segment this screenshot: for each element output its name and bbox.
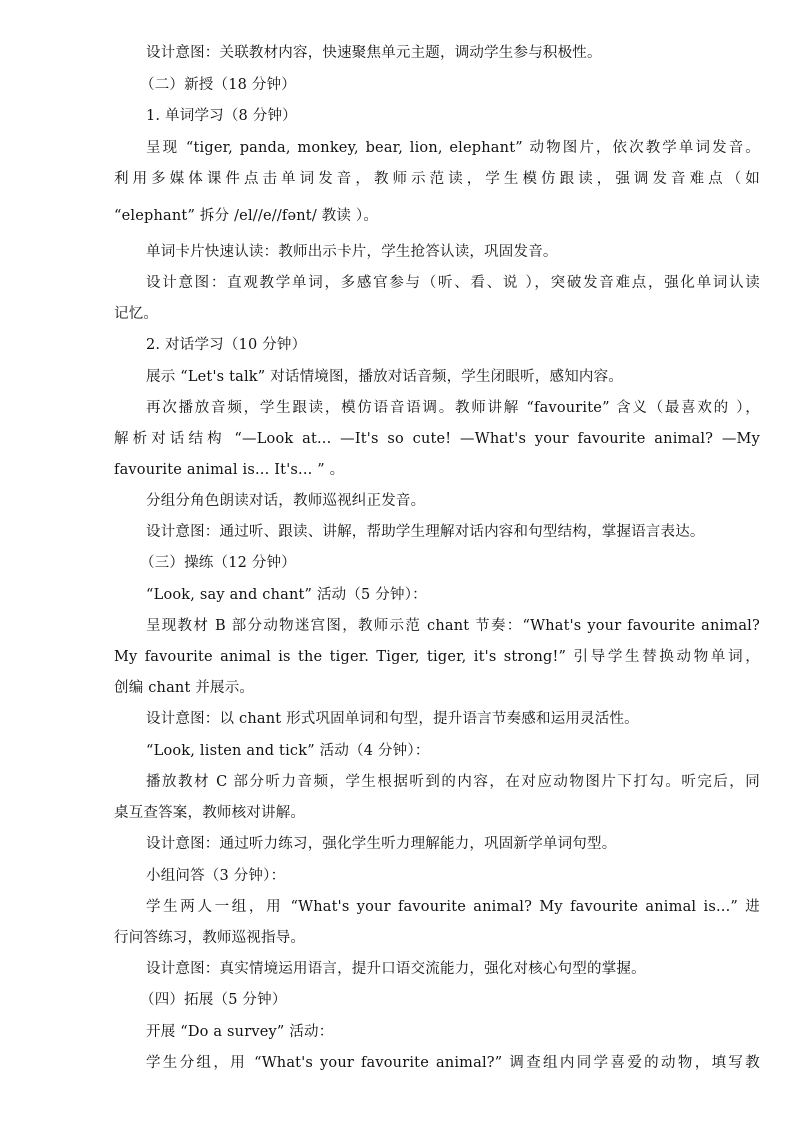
- subheading-listen-tick: “Look, listen and tick” 活动（4 分钟）：: [146, 743, 430, 759]
- paragraph-line: “elephant” 拆分 /el//e//fənt/ 教读 ）。: [114, 208, 379, 224]
- paragraph-line: 呈现 “tiger, panda, monkey, bear, lion, elephant” 动物图片，依次教学单词发音。: [146, 140, 760, 156]
- design-intent-1: 设计意图：关联教材内容，快速聚焦单元主题，调动学生参与积极性。: [146, 45, 602, 61]
- section-heading-new-lesson: （二）新授（18 分钟）: [140, 77, 296, 93]
- design-intent-2: 设计意图：直观教学单词，多感官参与（听、看、说 ），突破发音难点，强化单词认读: [146, 275, 760, 291]
- section-heading-extension: （四）拓展（5 分钟）: [140, 992, 287, 1008]
- subheading-vocabulary: 1. 单词学习（8 分钟）: [146, 108, 297, 124]
- paragraph-line: 展示 “Let's talk” 对话情境图，播放对话音频，学生闭眼听，感知内容。: [146, 369, 624, 385]
- paragraph-line: 桌互查答案，教师核对讲解。: [114, 805, 306, 821]
- paragraph-line: favourite animal is... It's... ” 。: [114, 462, 345, 478]
- paragraph-line: 解析对话结构 “—Look at... —It's so cute! —What's your favourite animal? —My: [114, 431, 760, 447]
- paragraph-line: 呈现教材 B 部分动物迷宫图，教师示范 chant 节奏：“What's your favourite animal?: [146, 618, 760, 634]
- paragraph-line: 播放教材 C 部分听力音频，学生根据听到的内容，在对应动物图片下打勾。听完后，同: [146, 774, 760, 790]
- design-intent-4: 设计意图：以 chant 形式巩固单词和句型，提升语言节奏感和运用灵活性。: [146, 711, 639, 727]
- section-heading-practice: （三）操练（12 分钟）: [140, 555, 296, 571]
- paragraph-line: 学生分组，用 “What's your favourite animal?” 调查组内同学喜爱的动物，填写教: [146, 1055, 760, 1071]
- paragraph-line: 创编 chant 并展示。: [114, 680, 255, 696]
- subheading-dialogue: 2. 对话学习（10 分钟）: [146, 337, 307, 353]
- paragraph-line: My favourite animal is the tiger. Tiger, tiger, it's strong!” 引导学生替换动物单词，: [114, 649, 760, 665]
- paragraph-line: 记忆。: [114, 306, 159, 322]
- design-intent-5: 设计意图：通过听力练习，强化学生听力理解能力，巩固新学单词句型。: [146, 836, 617, 852]
- paragraph-line: 单词卡片快速认读：教师出示卡片，学生抢答认读，巩固发音。: [146, 244, 558, 260]
- paragraph-line: 利用多媒体课件点击单词发音，教师示范读，学生模仿跟读，强调发音难点（如: [114, 171, 760, 187]
- paragraph-line: 行问答练习，教师巡视指导。: [114, 930, 306, 946]
- subheading-chant: “Look, say and chant” 活动（5 分钟）：: [146, 587, 427, 603]
- paragraph-line: 分组分角色朗读对话，教师巡视纠正发音。: [146, 493, 426, 509]
- paragraph-line: 开展 “Do a survey” 活动：: [146, 1024, 334, 1040]
- paragraph-line: 学生两人一组，用 “What's your favourite animal? My favourite animal is...” 进: [146, 899, 760, 915]
- paragraph-line: 再次播放音频，学生跟读，模仿语音语调。教师讲解 “favourite” 含义（最喜欢的 ），: [146, 400, 760, 416]
- design-intent-3: 设计意图：通过听、跟读、讲解，帮助学生理解对话内容和句型结构，掌握语言表达。: [146, 524, 705, 540]
- subheading-group-qa: 小组问答（3 分钟）：: [146, 868, 286, 884]
- design-intent-6: 设计意图：真实情境运用语言，提升口语交流能力，强化对核心句型的掌握。: [146, 961, 646, 977]
